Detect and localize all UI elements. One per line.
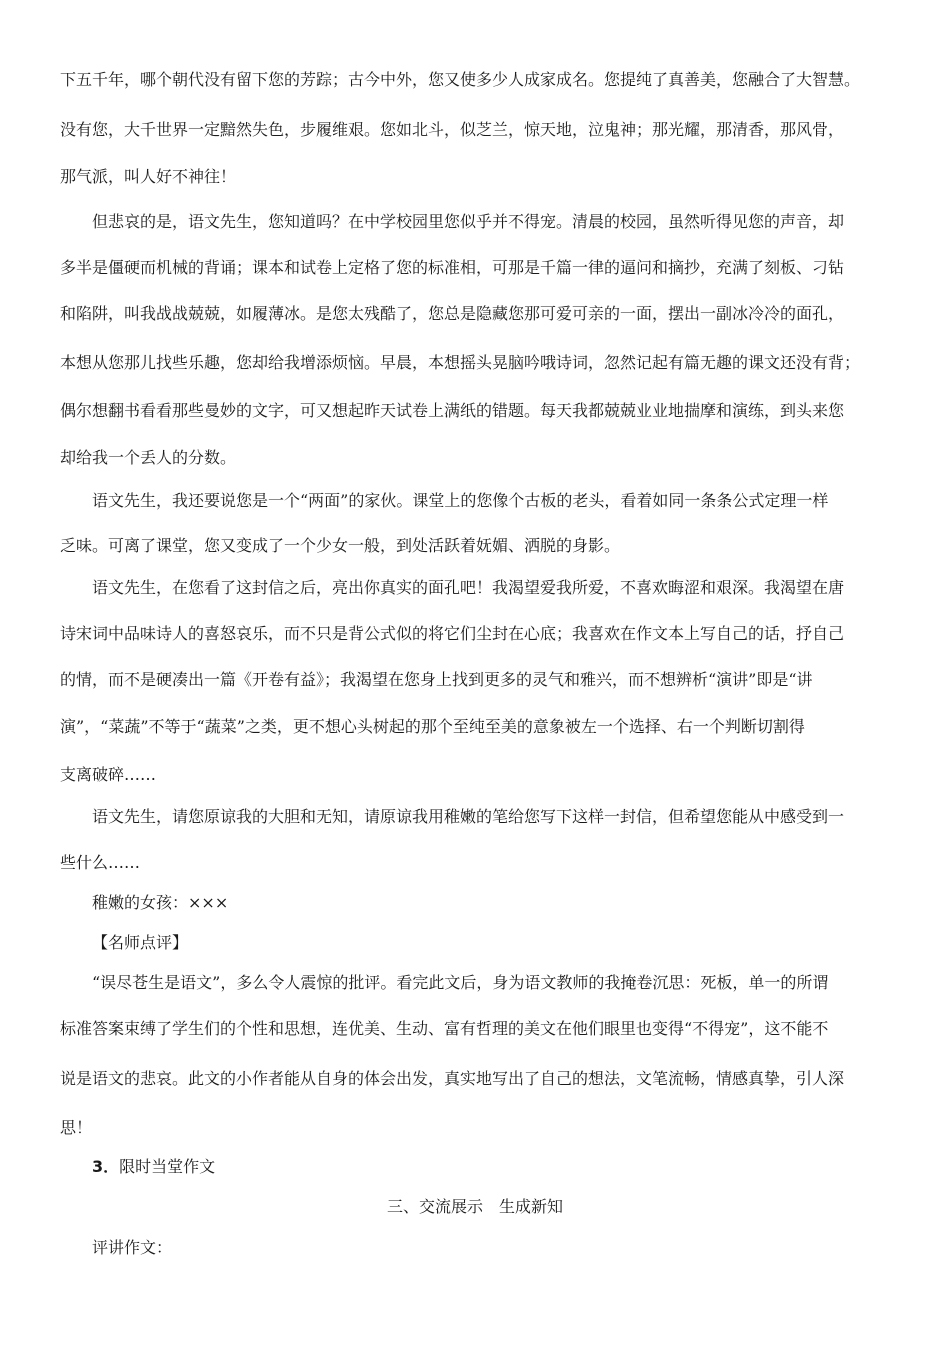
text-line: 乏味。可离了课堂，您又变成了一个少女一般，到处活跃着妩媚、洒脱的身影。 [60, 536, 621, 555]
section-number: 3． [92, 1157, 120, 1176]
section-label: 限时当堂作文 [119, 1157, 216, 1176]
text-line: 诗宋词中品味诗人的喜怒哀乐，而不只是背公式似的将它们尘封在心底；我喜欢在作文本上写自己的话，抒自己 [60, 624, 845, 643]
text-line: 说是语文的悲哀。此文的小作者能从自身的体会出发，真实地写出了自己的想法，文笔流畅，情感真挚，引人深 [60, 1069, 845, 1088]
text-line: 评讲作文： [92, 1238, 173, 1257]
text-line: 没有您，大千世界一定黯然失色，步履维艰。您如北斗，似芝兰，惊天地，泣鬼神；那光耀，那清香，那风骨， [60, 120, 845, 139]
text-line: 却给我一个丢人的分数。 [60, 448, 237, 467]
text-line: 和陷阱，叫我战战兢兢，如履薄冰。是您太残酷了，您总是隐藏您那可爱可亲的一面，摆出一副冰冷冷的面孔， [60, 304, 845, 323]
text-line: 多半是僵硬而机械的背诵；课本和试卷上定格了您的标准相，可那是千篇一律的逼问和摘抄，充满了刻板、刁钻 [60, 258, 845, 277]
text-line: 下五千年，哪个朝代没有留下您的芳踪；古今中外，您又使多少人成家成名。您提纯了真善美，您融合了大智慧。 [60, 70, 861, 89]
signature-line: 稚嫩的女孩：××× [92, 893, 229, 912]
text-line: 标准答案束缚了学生们的个性和思想，连优美、生动、富有哲理的美文在他们眼里也变得“不得宠”，这不能不 [60, 1019, 829, 1038]
text-line: 那气派，叫人好不神往！ [60, 167, 237, 186]
paragraph-start-line: “误尽苍生是语文”，多么令人震惊的批评。看完此文后，身为语文教师的我掩卷沉思：死板，单一的所谓 [92, 973, 829, 992]
paragraph-start-line: 语文先生，请您原谅我的大胆和无知，请原谅我用稚嫩的笔给您写下这样一封信，但希望您能从中感受到一 [92, 807, 845, 826]
section-heading [92, 1157, 900, 1177]
text-line: 支离破碎…… [60, 765, 157, 784]
paragraph-start-line: 语文先生，我还要说您是一个“两面”的家伙。课堂上的您像个古板的老头，看着如同一条条公式定理一样 [92, 491, 829, 510]
commentary-heading: 【名师点评】 [92, 933, 189, 952]
paragraph-start-line: 语文先生，在您看了这封信之后，亮出你真实的面孔吧！我渴望爱我所爱，不喜欢晦涩和艰深。我渴望在唐 [92, 578, 845, 597]
text-line: 演”，“菜蔬”不等于“蔬菜”之类，更不想心头树起的那个至纯至美的意象被左一个选择、右一个判断切割得 [60, 717, 805, 736]
text-line: 的情，而不是硬凑出一篇《开卷有益》；我渴望在您身上找到更多的灵气和雅兴，而不想辨析“演讲”即是“讲 [60, 670, 813, 689]
center-title: 三、交流展示 生成新知 [386, 1197, 563, 1216]
text-line: 偶尔想翻书看看那些曼妙的文字，可又想起昨天试卷上满纸的错题。每天我都兢兢业业地揣摩和演练，到头来您 [60, 401, 845, 420]
paragraph-start-line: 但悲哀的是，语文先生，您知道吗？在中学校园里您似乎并不得宠。清晨的校园，虽然听得见您的声音，却 [92, 212, 845, 231]
text-line: 些什么…… [60, 853, 141, 872]
text-line: 本想从您那儿找些乐趣，您却给我增添烦恼。早晨，本想摇头晃脑吟哦诗词，忽然记起有篇无趣的课文还没有背； [60, 353, 861, 372]
text-line: 思！ [60, 1118, 93, 1137]
